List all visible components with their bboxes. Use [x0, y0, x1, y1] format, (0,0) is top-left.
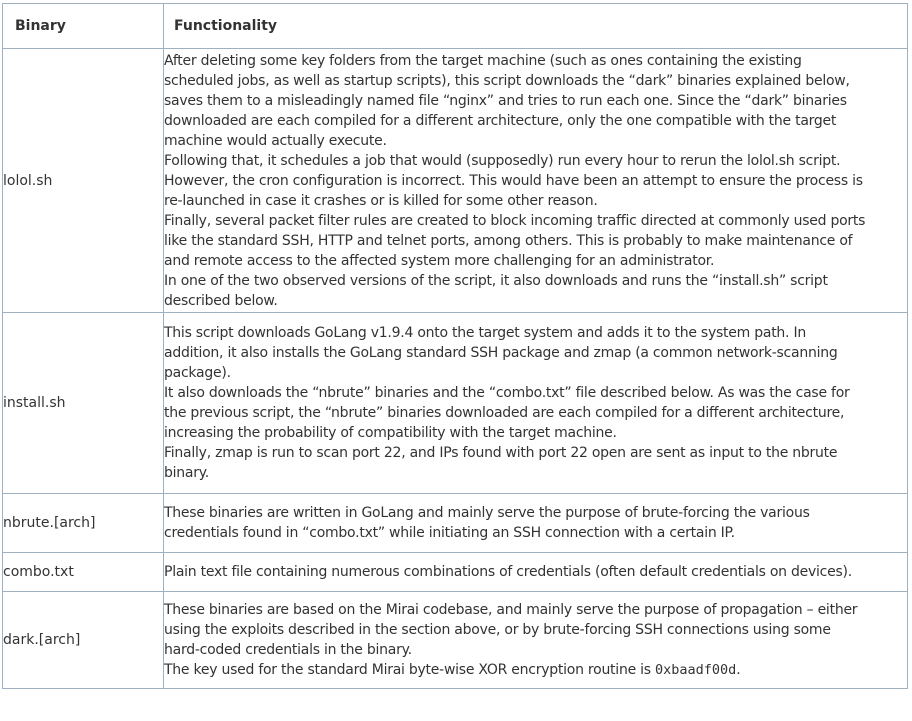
text-line: It also downloads the “nbrute” binaries and the “combo.txt” file described below. As was the case for: [164, 385, 850, 401]
text-line: downloaded are each compiled for a different architecture, only the one compatible with the target: [164, 112, 837, 129]
text-line: These binaries are based on the Mirai codebase, and mainly serve the purpose of propagation – either: [164, 602, 858, 618]
header-functionality: [164, 4, 908, 49]
header-functionality-label: Functionality: [174, 18, 278, 34]
binary-name: install.sh: [3, 313, 164, 494]
text-line: the previous script, the “nbrute” binaries downloaded are each compiled for a different architecture,: [164, 405, 845, 421]
binary-name: lolol.sh: [3, 49, 164, 313]
table-row: [3, 49, 908, 313]
text-line: increasing the probability of compatibility with the target machine.: [164, 425, 617, 441]
text-line: binary.: [164, 465, 209, 481]
text-line: This script downloads GoLang v1.9.4 onto the target system and adds it to the system path. In: [164, 325, 806, 341]
text-line-xor-key: [164, 660, 907, 680]
table-row: [3, 553, 908, 592]
table-header-row: [3, 4, 908, 49]
binary-functionality-table: [2, 3, 908, 689]
text-line: However, the cron configuration is incorrect. This would have been an attempt to ensure the process is: [164, 172, 863, 189]
text-line: Finally, zmap is run to scan port 22, and IPs found with port 22 open are sent as input to the nbrute: [164, 445, 838, 461]
binary-name: nbrute.[arch]: [3, 494, 164, 553]
functionality-text: [164, 553, 908, 592]
text-line: machine would actually execute.: [164, 132, 387, 149]
functionality-text: [164, 313, 908, 494]
text-line: addition, it also installs the GoLang standard SSH package and zmap (a common network-scanning: [164, 345, 838, 361]
header-binary-label: Binary: [15, 18, 66, 34]
xor-key-sentence: The key used for the standard Mirai byte-wise XOR encryption routine is: [164, 662, 656, 678]
text-line: using the exploits described in the section above, or by brute-forcing SSH connections using some: [164, 622, 831, 638]
table-row: [3, 494, 908, 553]
text-line: Plain text file containing numerous combinations of credentials (often default credentials on devices).: [164, 564, 852, 580]
xor-key-period: .: [736, 662, 741, 678]
text-line: hard-coded credentials in the binary.: [164, 642, 412, 658]
functionality-text: [164, 49, 908, 313]
functionality-text: [164, 592, 908, 689]
text-line: Finally, several packet filter rules are created to block incoming traffic directed at commonly used ports: [164, 212, 866, 229]
table-row: [3, 592, 908, 689]
xor-key-code: 0xbaadf00d: [655, 662, 737, 678]
text-line: In one of the two observed versions of the script, it also downloads and runs the “install.sh” script: [164, 272, 828, 289]
text-line: scheduled jobs, as well as startup scripts), this script downloads the “dark” binaries explained below,: [164, 72, 850, 89]
text-line: described below.: [164, 292, 278, 309]
text-line: credentials found in “combo.txt” while initiating an SSH connection with a certain IP.: [164, 525, 735, 541]
binary-name: dark.[arch]: [3, 592, 164, 689]
header-binary: [3, 4, 164, 49]
binary-name: combo.txt: [3, 553, 164, 592]
text-line: and remote access to the affected system more challenging for an administrator.: [164, 252, 715, 269]
functionality-text: [164, 494, 908, 553]
text-line: After deleting some key folders from the target machine (such as ones containing the existing: [164, 52, 802, 69]
table-row: [3, 313, 908, 494]
text-line: re-launched in case it crashes or is killed for some other reason.: [164, 192, 598, 209]
text-line: These binaries are written in GoLang and mainly serve the purpose of brute-forcing the various: [164, 505, 810, 521]
text-line: like the standard SSH, HTTP and telnet ports, among others. This is probably to make maintenance of: [164, 232, 853, 249]
text-line: package).: [164, 365, 231, 381]
text-line: Following that, it schedules a job that would (supposedly) run every hour to rerun the lolol.sh script.: [164, 152, 841, 169]
text-line: saves them to a misleadingly named file “nginx” and tries to run each one. Since the “dark” binaries: [164, 92, 847, 109]
